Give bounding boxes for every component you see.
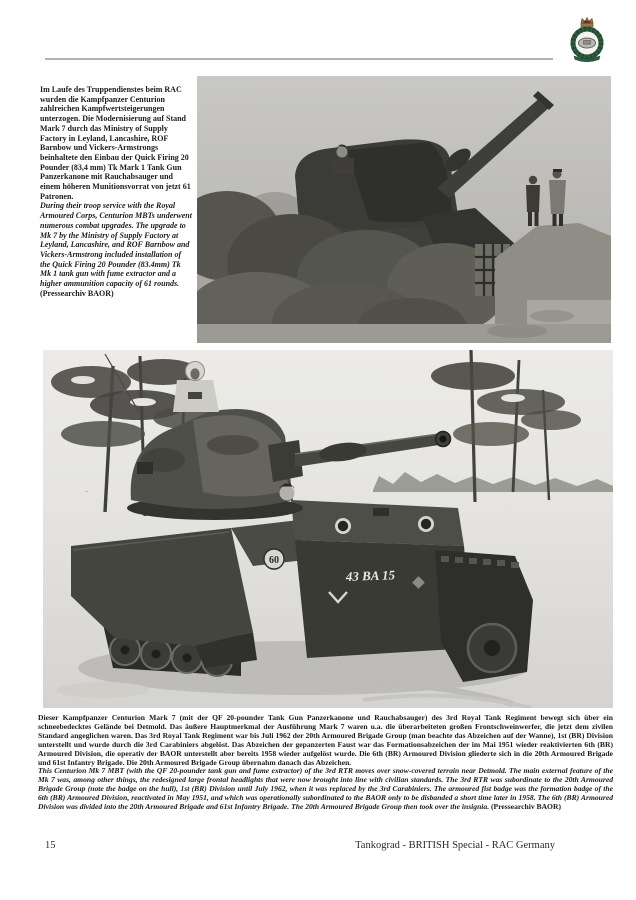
series-title: Tankograd - BRITISH Special - RAC Germany <box>355 840 555 851</box>
caption-block <box>38 714 613 812</box>
photo-centurion-hull-down <box>197 76 611 343</box>
bridge-class-disc <box>264 549 284 569</box>
intro-english-paragraph: During their troop service with the Royal Armoured Corps, Centurion MBTs underwent numerous combat upgrades. The upgrade to Mk 7 by the Ministry of Supply Factory at Leyland, Lancashire, and ROF Barnbow and Vickers-Armstrong included installation of the Quick Firing 20 Pounder (83.4mm) Tk Mk 1 tank gun with fume extractor and a higher ammunition capacity of 61 rounds. <box>40 201 192 289</box>
crest-svg <box>566 16 608 64</box>
photo-centurion-snow <box>43 350 613 708</box>
photo-main-illustration <box>43 350 613 708</box>
commander-figure <box>337 147 348 158</box>
photo-top-illustration <box>197 76 611 343</box>
intro-german-paragraph: Im Laufe des Truppendienstes beim RAC wurden die Kampfpanzer Centurion zahlreichen Kampfwertsteigerungen unterzogen. Die Modernisierung auf Stand Mark 7 durch das Ministry of Supply Factory in Leyland, Lancashire, ROF Barnbow und Vickers-Armstrongs beinhaltete den Einbau der Quick Firing 20 Pounder (83,4 mm) Tk Mark 1 Tank Gun Panzerkanone mit Rauchabsauger und einem höheren Munitionsvorrat von jetzt 61 Patronen. <box>40 85 191 201</box>
intro-text-column <box>40 85 192 298</box>
caption-english-text: This Centurion Mk 7 MBT (with the QF 20-pounder tank gun and fume extractor) of the 3rd RTR moves over snow-covered terrain near Detmold. The main external feature of the Mk 7 was, among other things, the redesigned large frontal headlights that were now brought into line with civilian standards. The 3rd RTR was subordinate to the 20th Armoured Brigade Group (note the badge on the hull), 1st (BR) Division until July 1962, when it was replaced by the 3rd Carabiniers. The armoured fist badge was the formation badge of the 6th (BR) Armoured Division, reactivated in May 1951, and which was operationally subordinated to the BAOR only to be disbanded a short time later in 1958. The 6th (BR) Armoured Division was divided into the 20th Armoured Brigade and 61st Infantry Brigade. The 20th Armoured Brigade Group then took over the insignia. <box>38 766 613 812</box>
page-number: 15 <box>45 840 56 851</box>
caption-photo-credit: (Pressearchiv BAOR) <box>491 802 561 812</box>
caption-english <box>38 767 613 812</box>
intro-photo-credit: (Pressearchiv BAOR) <box>40 288 114 298</box>
header-rule <box>45 58 553 60</box>
registration-plate: 43 BA 15 <box>345 567 396 584</box>
royal-tank-regiment-crest-icon <box>566 16 608 64</box>
driver-figure <box>280 484 295 501</box>
svg-text:60: 60 <box>269 555 279 566</box>
caption-german: Dieser Kampfpanzer Centurion Mark 7 (mit der QF 20-pounder Tank Gun Panzerkanone und Rauchabsauger) des 3rd Royal Tank Regiment bewegt sich über ein schneebedecktes Gelände bei Detmold. Das äußere Hauptmerkmal der Ausführung Mark 7 waren u.a. die überarbeiteten großen Frontschweinwerfer, die jetzt dem zivilen Standard angeglichen waren. Das 3rd Royal Tank Regiment war bis Juli 1962 der 20th Armoured Brigade Group (man beachte das Abzeichen auf der Wanne), 1st (BR) Division unterstellt und wurde durch die 3rd Carabiniers abgelöst. Das Abzeichen der gepanzerten Faust war das Formationsabzeichen der im Mai 1951 wieder reaktivierten 6th (BR) Armoured Division, die operativ der BAOR unterstellt aber bereits 1958 wieder aufgelöst wurde. Die 6th (BR) Armoured Division gliederte sich in die 20th Armoured Brigade und 61st Infantry Brigade. Die 20th Armoured Brigade Group übernahm danach das Abzeichen. <box>38 713 613 767</box>
